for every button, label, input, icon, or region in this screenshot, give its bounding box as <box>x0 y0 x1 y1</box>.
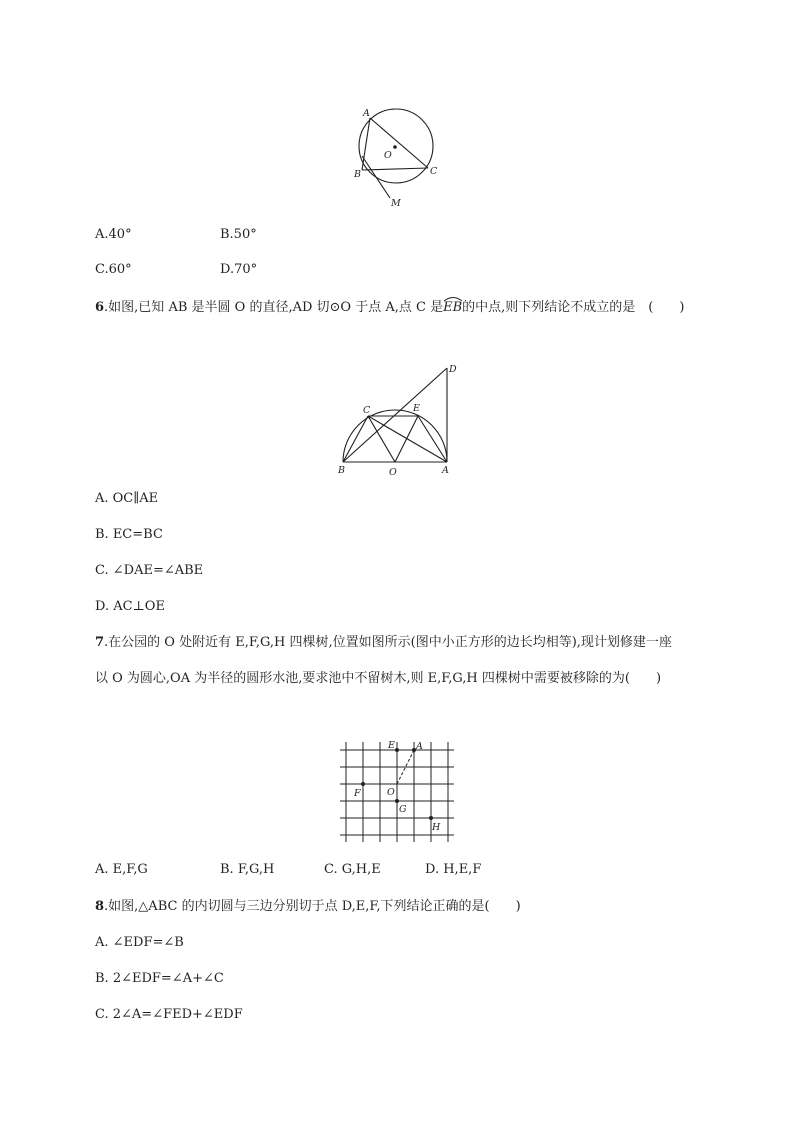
q6-option-c: C. ∠DAE=∠ABE <box>95 563 204 578</box>
q5-option-a: A.40° <box>95 227 132 242</box>
q8-number: 8 <box>95 899 105 914</box>
q8-option-b: B. 2∠EDF=∠A+∠C <box>95 971 224 986</box>
q6-label-b: B <box>338 465 345 476</box>
q6-label-a: A <box>442 465 449 476</box>
q6-arc: EB <box>443 300 462 316</box>
q7-label-e: E <box>388 740 395 751</box>
q7-point-h <box>429 816 433 820</box>
q7-line2: 以 O 为圆心,OA 为半径的圆形水池,要求池中不留树木,则 E,F,G,H 四棵树中需要被移除的为( ) <box>95 671 662 686</box>
q7-option-d: D. H,E,F <box>425 862 482 877</box>
q8-option-c: C. 2∠A=∠FED+∠EDF <box>95 1007 243 1022</box>
q5-label-b: B <box>354 169 361 180</box>
q7-label-h: H <box>432 822 441 833</box>
q6-label-d: D <box>449 364 457 375</box>
q8-stem-text: .如图,△ABC 的内切圆与三边分别切于点 D,E,F,下列结论正确的是( ) <box>104 899 521 914</box>
q7-label-g: G <box>399 804 407 815</box>
q7-point-e <box>395 748 399 752</box>
q6-option-b: B. EC=BC <box>95 527 163 542</box>
q7-label-o: O <box>387 787 395 798</box>
q5-option-c: C.60° <box>95 262 132 277</box>
q6-option-a: A. OC∥AE <box>95 491 159 506</box>
q7-point-f <box>361 782 365 786</box>
q6-label-c: C <box>363 405 371 416</box>
q5-option-b: B.50° <box>220 227 257 242</box>
q5-label-a: A <box>363 108 370 119</box>
q6-number: 6 <box>95 300 105 315</box>
q7-label-f: F <box>354 788 361 799</box>
q6-label-e: E <box>413 403 420 414</box>
q7-number: 7 <box>95 635 105 650</box>
q7-option-b: B. F,G,H <box>220 862 275 877</box>
q7-option-c: C. G,H,E <box>324 862 381 877</box>
q7-label-a: A <box>416 741 423 752</box>
q6-option-d: D. AC⊥OE <box>95 599 165 614</box>
q7-option-a: A. E,F,G <box>95 862 148 877</box>
q8-stem <box>95 899 521 915</box>
q8-option-a: A. ∠EDF=∠B <box>95 935 184 950</box>
q7-line1-text: .在公园的 O 处附近有 E,F,G,H 四棵树,位置如图所示(图中小正方形的边长均相等),现计划修建一座 <box>104 635 672 650</box>
q6-stem-text: .如图,已知 AB 是半圆 O 的直径,AD 切⊙O 于点 A,点 C 是 <box>104 300 444 315</box>
q6-label-o: O <box>389 467 397 478</box>
q6-stem-tail: 的中点,则下列结论不成立的是 ( ) <box>462 300 685 315</box>
q5-option-d: D.70° <box>220 262 258 277</box>
q5-label-c: C <box>430 166 438 177</box>
q5-label-o: O <box>384 150 392 161</box>
q5-label-m: M <box>391 198 401 209</box>
q7-point-g <box>395 799 399 803</box>
